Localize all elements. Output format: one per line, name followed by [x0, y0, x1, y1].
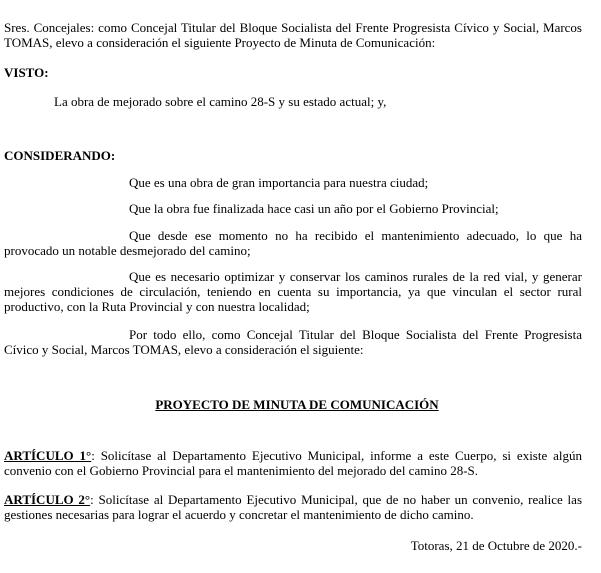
- visto-heading: VISTO:: [4, 65, 49, 80]
- articulo-1: [4, 448, 582, 478]
- intro-paragraph: Sres. Concejales: como Concejal Titular del Bloque Socialista del Frente Progresista Cívico y Social, Marcos TOMAS, elevo a consideración el siguiente Proyecto de Minuta de Comunicación:: [4, 20, 582, 50]
- considerando-paragraph-5: Por todo ello, como Concejal Titular del Bloque Socialista del Frente Progresista Cívico y Social, Marcos TOMAS, elevo a consideración el siguiente:: [4, 327, 582, 357]
- articulo-2-text: : Solicítase al Departamento Ejecutivo Municipal, que de no haber un convenio, realice las gestiones necesarias para lograr el acuerdo y concretar el mantenimiento de dicho camino.: [4, 492, 582, 522]
- considerando-paragraph-4: Que es necesario optimizar y conservar los caminos rurales de la red vial, y generar mejores condiciones de circulación, teniendo en cuenta su importancia, ya que vinculan el sector rural productivo, con la Ruta Provincial y con nuestra localidad;: [4, 269, 582, 314]
- considerando-heading: CONSIDERANDO:: [4, 148, 116, 163]
- proyecto-title: PROYECTO DE MINUTA DE COMUNICACIÓN: [155, 397, 439, 412]
- articulo-1-text: : Solicítase al Departamento Ejecutivo Municipal, informe a este Cuerpo, si existe algún convenio con el Gobierno Provincial para el mantenimiento del mejorado del camino 28-S.: [4, 448, 583, 478]
- articulo-1-label: ARTÍCULO 1°: [4, 448, 92, 463]
- considerando-paragraph-3: Que desde ese momento no ha recibido el mantenimiento adecuado, lo que ha provocado un notable desmejorado del camino;: [4, 228, 582, 258]
- articulo-2-label: ARTÍCULO 2°: [4, 492, 91, 507]
- considerando-paragraph-2: Que la obra fue finalizada hace casi un año por el Gobierno Provincial;: [129, 201, 499, 216]
- considerando-paragraph-1: Que es una obra de gran importancia para nuestra ciudad;: [129, 175, 429, 190]
- signature-date: Totoras, 21 de Octubre de 2020.-: [410, 538, 582, 553]
- visto-text: La obra de mejorado sobre el camino 28-S y su estado actual; y,: [54, 94, 387, 109]
- articulo-2: [4, 492, 582, 522]
